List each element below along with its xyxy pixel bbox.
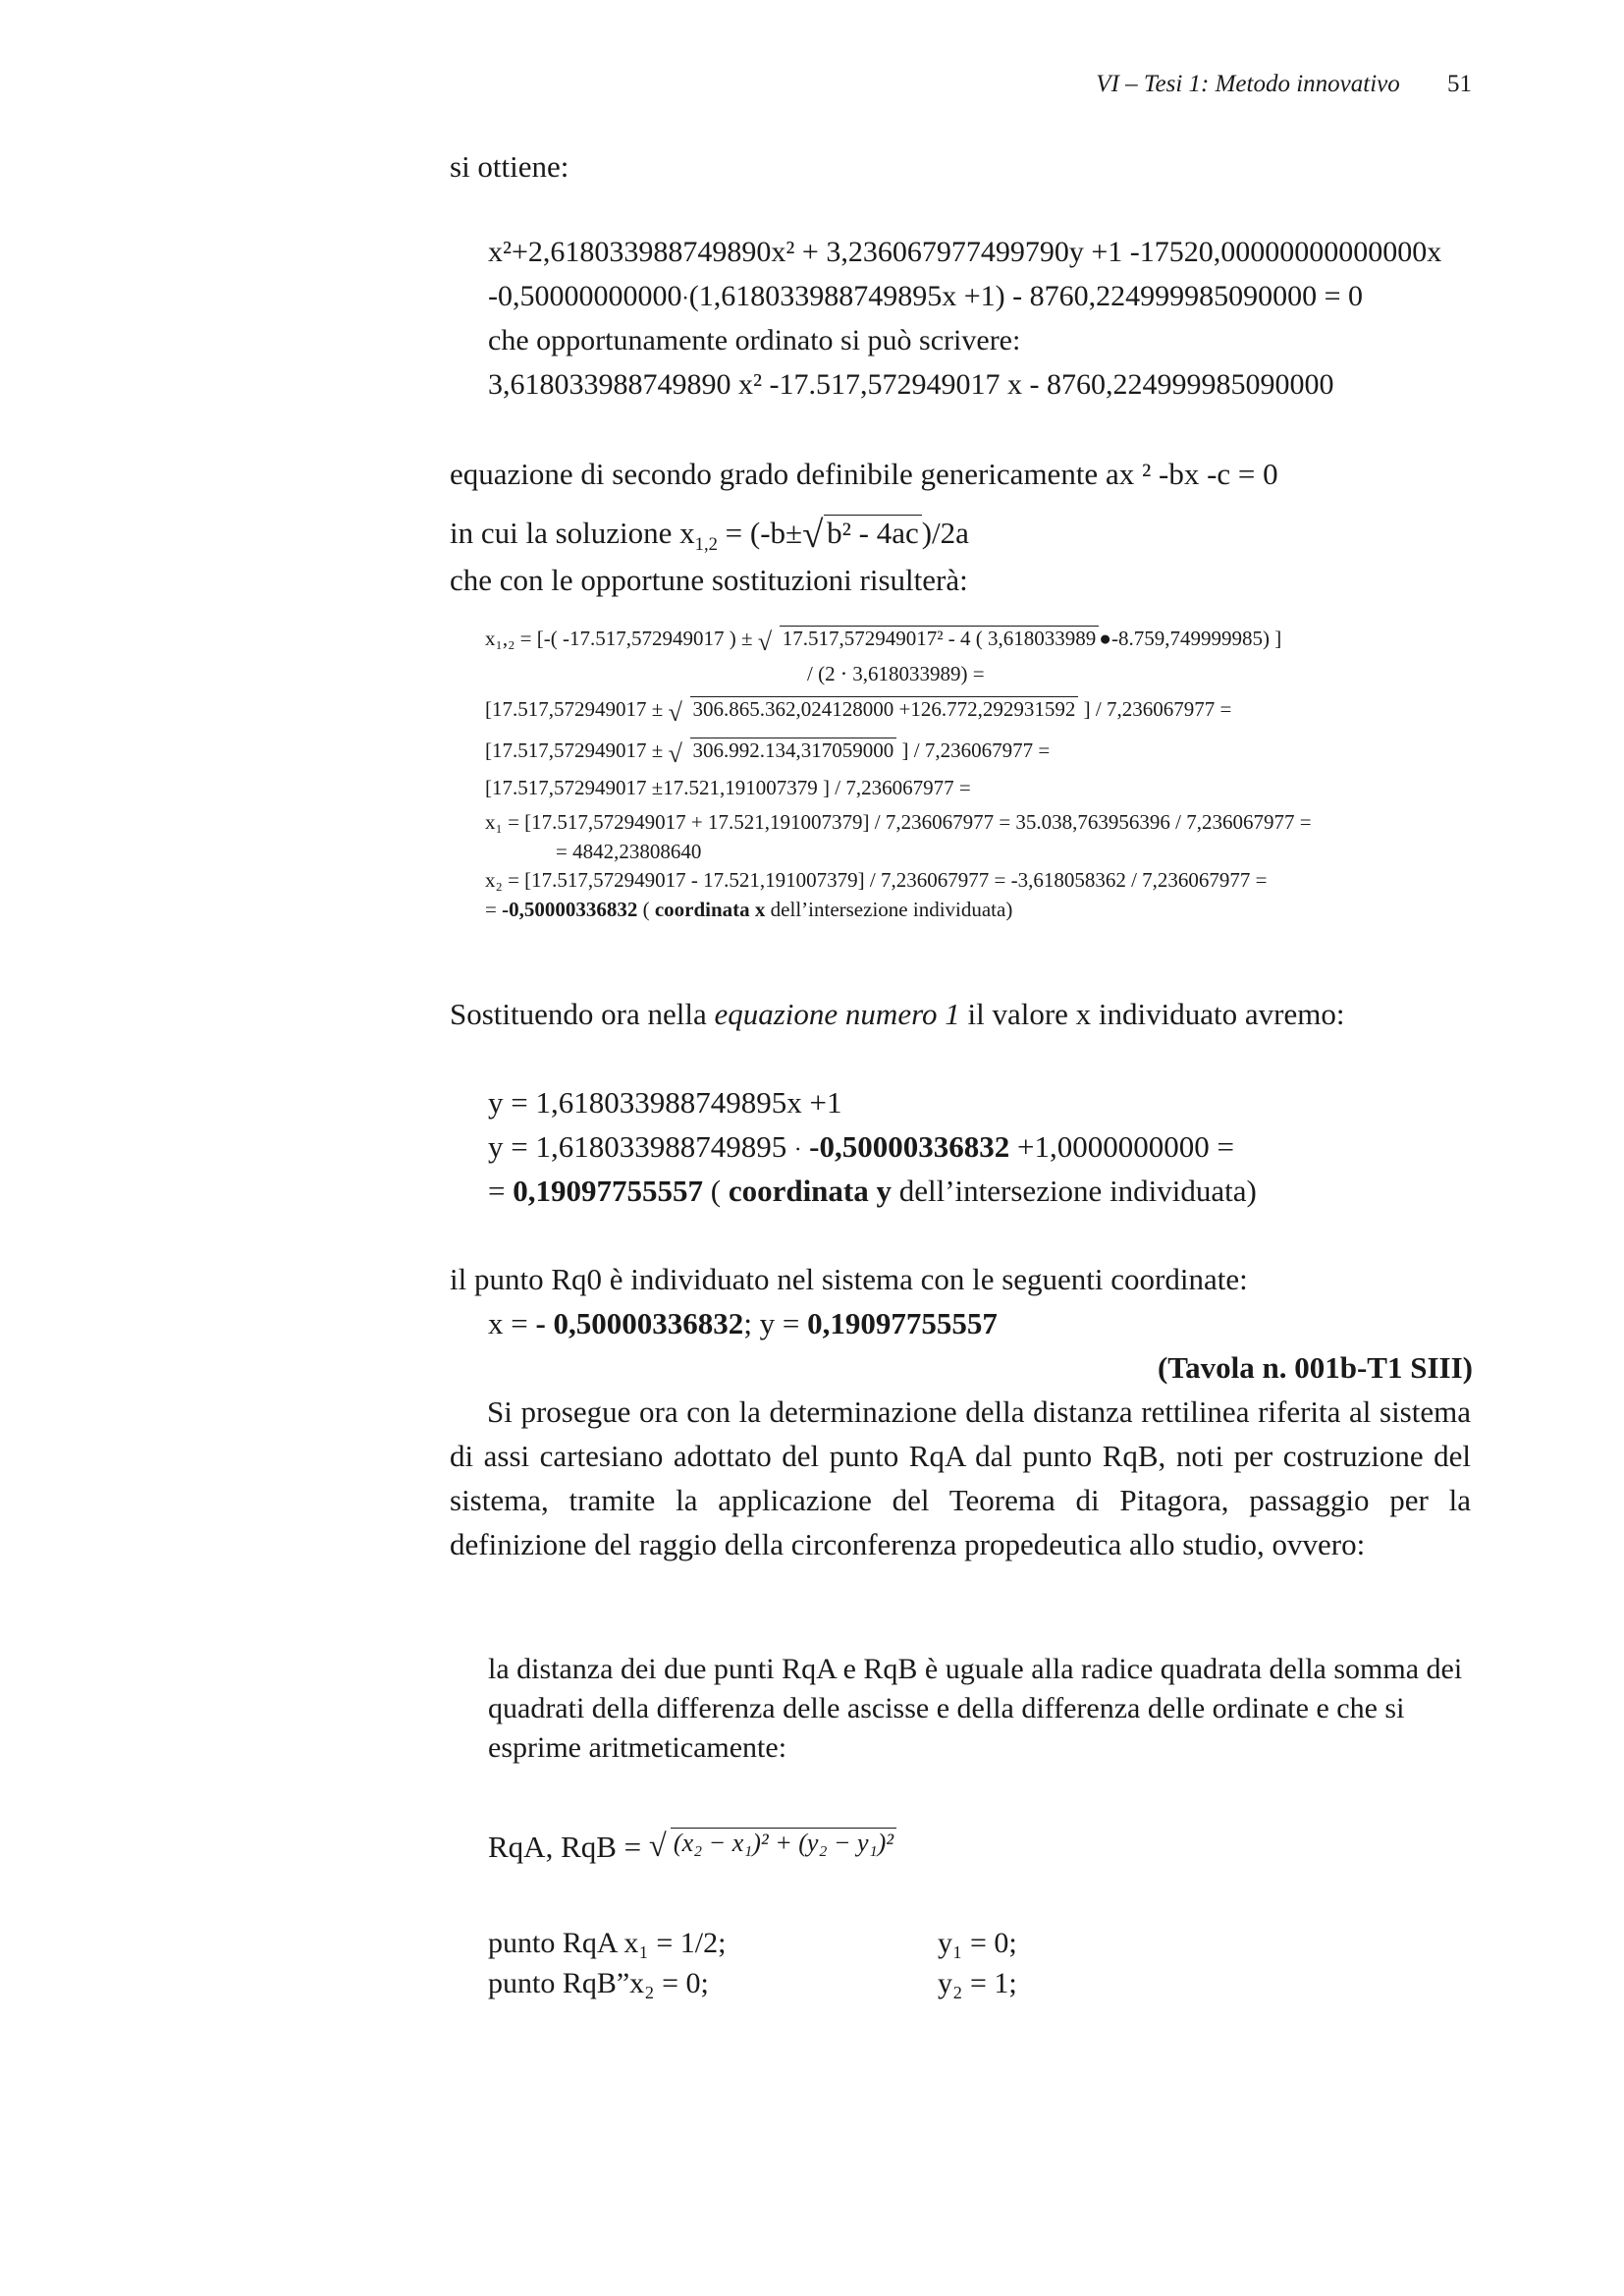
y-equation-1: y = 1,618033988749895x +1 [488,1085,842,1120]
subst-text: = [488,1174,514,1208]
coordinate-label-bold: coordinata y [728,1174,892,1208]
point-rqa-y: y₁ = 0; [938,1927,1017,1959]
radicand: 306.865.362,024128000 +126.772,292931592 [690,696,1079,721]
equation-line-1: x²+2,618033988749890x² + 3,236067977499790y +1 -17520,00000000000000x [488,236,1442,268]
radicand: b² - 4ac [824,515,922,550]
radicand: 17.517,572949017² - 4 ( 3,618033989 [780,626,1100,650]
calc-text: ] / 7,236067977 = [901,738,1051,762]
multiply-dot: ⋅ [681,286,689,310]
calc-text: dell’intersezione individuata) [765,898,1013,921]
substitution-intro [450,997,1344,1032]
calc-text: ( [637,898,655,921]
sqrt-symbol: √ 306.992.134,317059000 [669,738,897,763]
equation-term: -0,50000000000 [488,280,682,312]
body-paragraph [450,1390,1471,1566]
quadratic-definition: equazione di secondo grado definibile genericamente ax ² -bx -c = 0 [450,457,1278,491]
distance-paragraph: la distanza dei due punti RqA e RqB è uguale alla radice quadrata della somma dei quadrati della differenza delle ascisse e della differenza delle ordinate e che si esprime aritmeticamente: [488,1653,1463,1764]
multiply-dot: ⋅ [793,1137,802,1162]
coord-text: ; y = [743,1306,808,1340]
x-value-bold: -0,50000336832 [809,1129,1010,1164]
y-value-bold: 0,19097755557 [513,1174,703,1208]
calc-text: = [485,898,503,921]
running-header [1096,71,1472,98]
paragraph-text: Si prosegue ora con la determinazione della distanza rettilinea riferita al sistema di assi cartesiano adottato del punto RqA dal punto RqB, noti per costruzione del sistema, tramite la applicazione del Teorema di Pitagora, passaggio per la definizione del raggio della circonferenza propedeutica allo studio, ovvero: [450,1394,1471,1561]
sqrt-symbol: √ (x₂ − x₁)² + (y₂ − y₁)² [649,1829,896,1858]
calc-row-5: [17.517,572949017 ±17.521,191007379 ] / 7,236067977 = [485,776,971,799]
point-rqb-y: y₂ = 1; [938,1967,1017,1999]
radicand: 306.992.134,317059000 [690,738,897,762]
calc-row-6: x₁ = [17.517,572949017 + 17.521,191007379] / 7,236067977 = 35.038,763956396 / 7,236067977 = [485,810,1312,834]
calc-row-9 [485,898,1012,922]
solution-subscript: 1,2 [694,534,718,556]
solution-text: )/2a [921,516,969,550]
subst-text: Sostituendo ora nella [450,997,715,1031]
calc-row-3 [485,697,1232,727]
x-value-bold: -0,50000336832 [502,898,638,921]
quadratic-solution [450,516,969,556]
sqrt-symbol: √ 17.517,572949017² - 4 ( 3,618033989 [758,627,1100,651]
header-title: VI – Tesi 1: Metodo innovativo [1096,71,1400,97]
y-equation-3 [488,1174,1257,1209]
sqrt-symbol: √ b² - 4ac [802,516,922,551]
calc-row-7: = 4842,23808640 [556,840,702,863]
calc-row-4 [485,738,1051,768]
x-value-bold: - 0,50000336832 [535,1306,744,1340]
point-rqa-x: punto RqA x₁ = 1/2; [488,1927,727,1959]
equation-line-4: 3,618033988749890 x² -17.517,572949017 x - 8760,224999985090000 [488,368,1334,401]
calc-text: [17.517,572949017 ± [485,697,664,721]
calc-text: ] / 7,236067977 = [1083,697,1232,721]
calc-text: x₁,₂ = [-( -17.517,572949017 ) ± [485,627,753,650]
subst-text: il valore x individuato avremo: [959,997,1345,1031]
calc-row-1 [485,627,1282,656]
subst-italic: equazione numero 1 [714,997,960,1031]
solution-text: = (-b± [717,516,803,550]
bullet-dot: ● [1099,627,1111,650]
formula-lhs: RqA, RqB = [488,1830,649,1864]
tavola-reference: (Tavola n. 001b-T1 SIII) [1157,1350,1473,1385]
calc-text: -8.759,749999985) ] [1110,627,1282,650]
subst-text: dell’intersezione individuata) [892,1174,1257,1208]
equation-line-2 [488,280,1363,313]
point-rqb-x: punto RqB”x₂ = 0; [488,1967,709,1999]
coordinate-label-bold: coordinata x [654,898,766,921]
coord-text: x = [488,1306,536,1340]
distance-formula [488,1829,896,1865]
calc-row-8: x₂ = [17.517,572949017 - 17.521,191007379] / 7,236067977 = -3,618058362 / 7,236067977 = [485,868,1268,892]
point-intro: il punto Rq0 è individuato nel sistema con le seguenti coordinate: [450,1262,1248,1296]
y-value-bold: 0,19097755557 [807,1306,998,1340]
calc-row-2: / (2 ⋅ 3,618033989) = [807,662,985,685]
page-number: 51 [1447,71,1472,97]
equation-line-3: che opportunamente ordinato si può scrivere: [488,324,1021,356]
point-coordinates [488,1306,998,1341]
intro-text: si ottiene: [450,149,569,184]
subst-text: y = 1,618033988749895 [488,1129,794,1164]
quadratic-intro: che con le opportune sostituzioni risulterà: [450,563,968,597]
y-equation-2 [488,1129,1234,1165]
subst-text: +1,0000000000 = [1009,1129,1234,1164]
solution-text: in cui la soluzione x [450,516,695,550]
equation-term: (1,618033988749895x +1) - 8760,224999985090000 = 0 [688,280,1364,312]
calc-text: [17.517,572949017 ± [485,738,664,762]
sqrt-symbol: √ 306.865.362,024128000 +126.772,292931592 [669,697,1079,722]
radicand: (x₂ − x₁)² + (y₂ − y₁)² [671,1828,896,1857]
subst-text: ( [702,1174,729,1208]
